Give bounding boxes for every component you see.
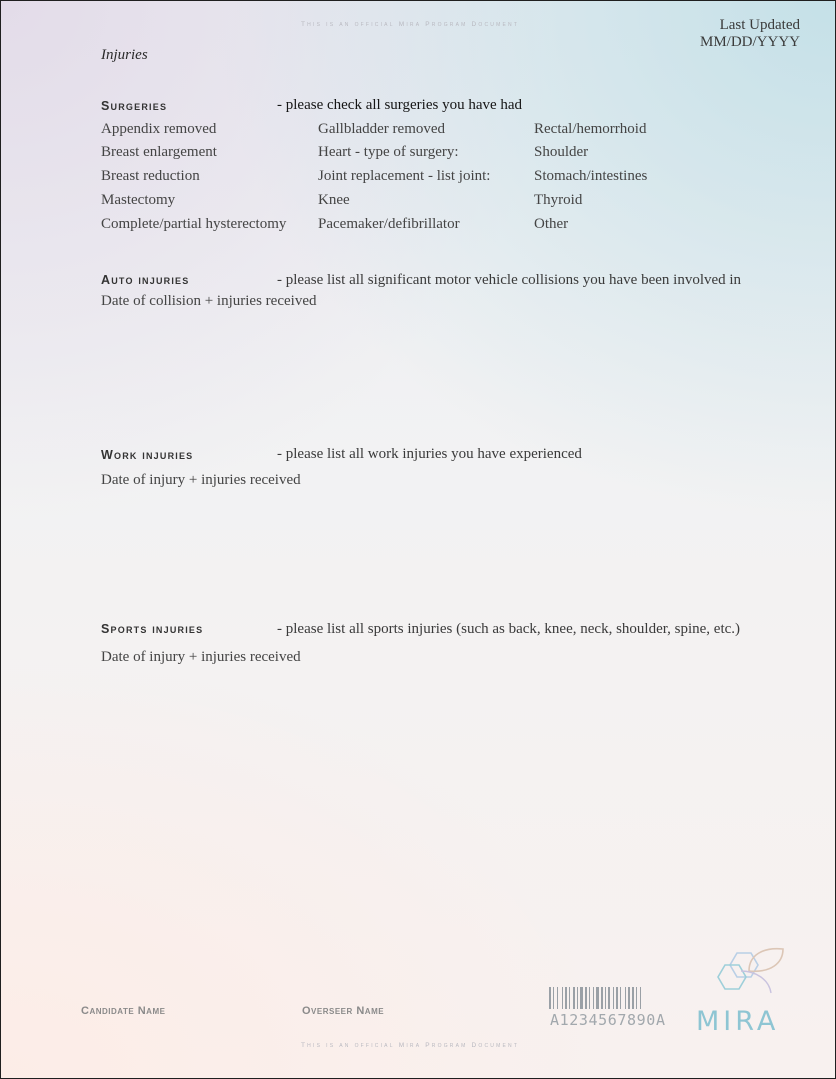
sports-injuries-field-label: Date of injury + injuries received	[101, 649, 301, 665]
surgery-option[interactable]: Heart - type of surgery:	[318, 144, 459, 160]
sports-injuries-heading: Sports injuries	[101, 622, 204, 636]
surgery-option[interactable]: Pacemaker/defibrillator	[318, 216, 460, 232]
last-updated-label: Last Updated	[719, 17, 800, 33]
surgery-option[interactable]: Gallbladder removed	[318, 121, 446, 137]
top-official-notice: This is an official Mira Program Document	[301, 21, 520, 28]
candidate-name-label: Candidate Name	[81, 1005, 166, 1017]
surgery-option[interactable]: Shoulder	[534, 144, 589, 160]
barcode	[549, 987, 671, 1013]
surgery-option[interactable]: Rectal/hemorrhoid	[534, 121, 647, 137]
surgery-option[interactable]: Appendix removed	[101, 121, 217, 137]
auto-injuries-entry-area[interactable]	[101, 315, 731, 425]
barcode-number: A1234567890A	[550, 1011, 666, 1029]
work-injuries-field-label: Date of injury + injuries received	[101, 472, 301, 488]
page-title: Injuries	[101, 47, 148, 63]
surgery-option[interactable]: Other	[534, 216, 569, 232]
last-updated	[700, 17, 800, 51]
last-updated-value: MM/DD/YYYY	[699, 34, 800, 50]
auto-injuries-field-label: Date of collision + injuries received	[101, 293, 317, 309]
sports-injuries-instruction: - please list all sports injuries (such as back, knee, neck, shoulder, spine, etc.)	[277, 621, 741, 637]
surgery-option[interactable]: Knee	[318, 192, 350, 208]
surgeries-instruction: - please check all surgeries you have had	[277, 97, 523, 113]
overseer-name-label: Overseer Name	[302, 1005, 385, 1017]
surgery-option[interactable]: Joint replacement - list joint:	[318, 168, 491, 184]
auto-injuries-heading: Auto injuries	[101, 273, 190, 287]
surgery-option[interactable]: Breast reduction	[101, 168, 200, 184]
work-injuries-heading: Work injuries	[101, 448, 194, 462]
surgery-option[interactable]: Complete/partial hysterectomy	[101, 216, 287, 232]
mira-logo-icon	[711, 941, 791, 1005]
bottom-official-notice: This is an official Mira Program Document	[301, 1042, 520, 1049]
sports-injuries-entry-area[interactable]	[101, 671, 731, 871]
surgery-option[interactable]: Breast enlargement	[101, 144, 217, 160]
auto-injuries-instruction: - please list all significant motor vehicle collisions you have been involved in	[277, 272, 742, 288]
surgeries-heading: Surgeries	[101, 99, 168, 113]
work-injuries-instruction: - please list all work injuries you have experienced	[277, 446, 582, 462]
surgery-option[interactable]: Mastectomy	[101, 192, 176, 208]
surgery-option[interactable]: Thyroid	[534, 192, 583, 208]
work-injuries-entry-area[interactable]	[101, 495, 731, 605]
mira-brand-text: MIRA	[696, 1006, 780, 1037]
surgery-option[interactable]: Stomach/intestines	[534, 168, 648, 184]
